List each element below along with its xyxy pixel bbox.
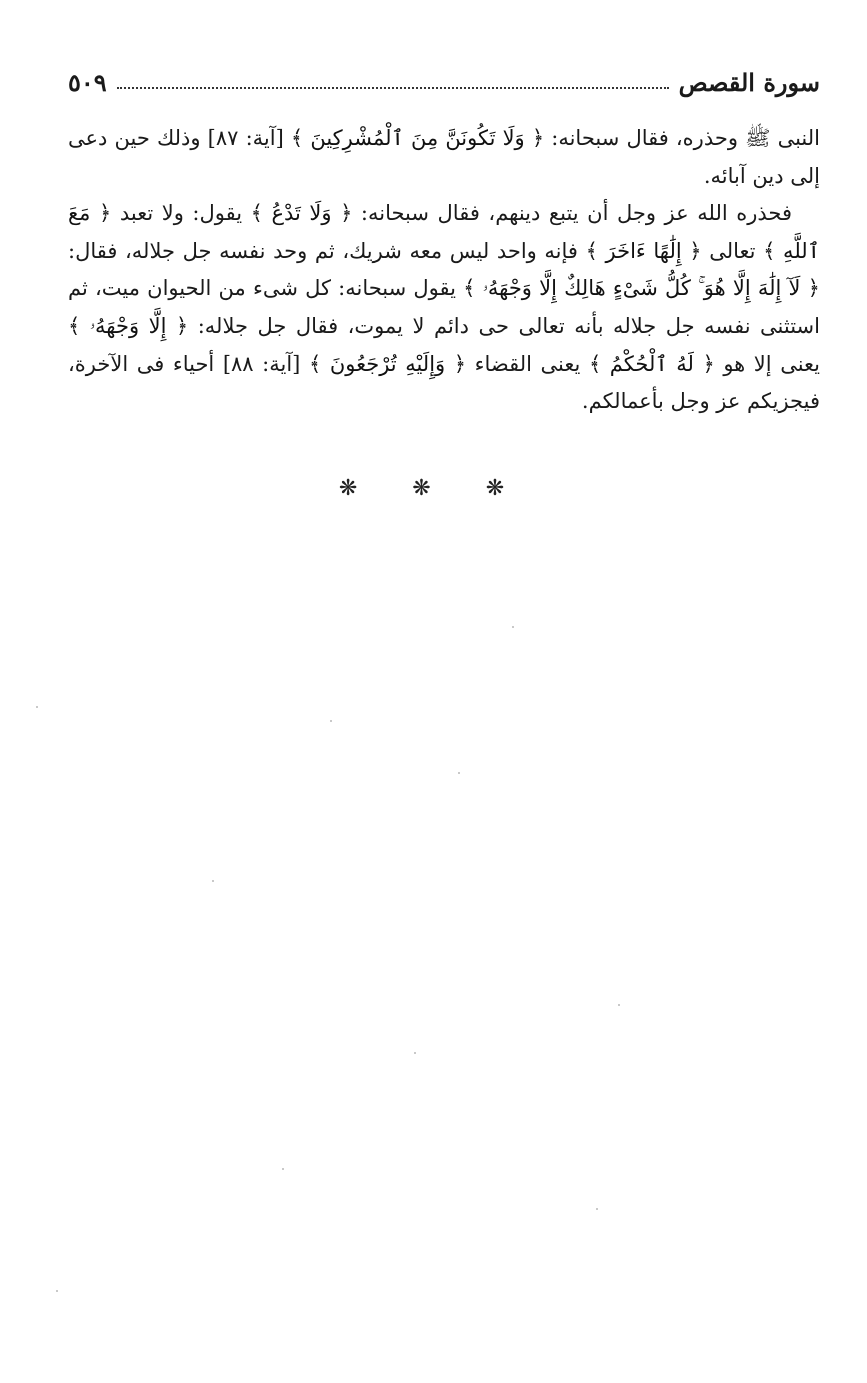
- quran-verse: ﴿ إِلَّا وَجْهَهُۥ ﴾: [68, 313, 189, 338]
- body-text: [68, 120, 820, 421]
- text-segment: تعالى: [701, 238, 764, 263]
- paragraph-1: [68, 120, 820, 195]
- scan-speck: [56, 1290, 58, 1292]
- running-header: [68, 62, 820, 102]
- scan-speck: [36, 706, 38, 708]
- surah-title: سورة القصص: [678, 67, 820, 97]
- quran-verse: ﴿ وَلَا تَدْعُ ﴾: [250, 201, 353, 226]
- text-segment: فإنه واحد ليس معه شريك، ثم وحد نفسه جل جلاله، فقال:: [68, 238, 586, 263]
- scan-speck: [212, 880, 214, 882]
- text-segment: يعنى القضاء: [466, 351, 589, 376]
- quran-verse: ﴿ مَعَ ٱللَّهِ ﴾: [68, 201, 820, 263]
- text-segment: [آية: ٨٨] أحياء فى الآخرة، فيجزيكم عز وجل بأعمالكم.: [68, 351, 820, 414]
- text-segment: فحذره الله عز وجل أن يتبع دينهم، فقال سبحانه:: [352, 201, 792, 226]
- text-segment: النبى ﷺ وحذره، فقال سبحانه:: [544, 126, 821, 150]
- paragraph-2: [68, 195, 820, 421]
- scan-speck: [414, 1052, 416, 1054]
- quran-verse: ﴿ لَآ إِلَٰهَ إِلَّا هُوَ ۚ كُلُّ شَىْءٍ هَالِكٌ إِلَّا وَجْهَهُۥ ﴾: [463, 276, 820, 301]
- scan-speck: [330, 720, 332, 722]
- text-segment: [آية: ٨٧] وذلك حين دعى إلى دين آبائه.: [68, 126, 820, 188]
- scan-speck: [618, 1004, 620, 1006]
- scan-speck: [512, 626, 514, 628]
- section-separator: ❋ ❋ ❋: [338, 476, 529, 501]
- quran-verse: ﴿ لَهُ ٱلْحُكْمُ ﴾: [588, 351, 715, 376]
- quran-verse: ﴿ إِلَٰهًا ءَاخَرَ ﴾: [585, 238, 702, 263]
- text-segment: يقول سبحانه: كل شىء من الحيوان ميت، ثم استثنى نفسه جل جلاله بأنه تعالى حى دائم لا يموت، فقال جل جلاله:: [68, 276, 820, 338]
- quran-verse: ﴿ وَإِلَيْهِ تُرْجَعُونَ ﴾: [308, 351, 467, 376]
- scan-speck: [458, 772, 460, 774]
- dotted-leader: [117, 87, 669, 89]
- text-segment: يقول: ولا تعبد: [111, 201, 251, 226]
- page-number: ٥٠٩: [68, 67, 107, 97]
- quran-verse: ﴿ وَلَا تَكُونَنَّ مِنَ ٱلْمُشْرِكِينَ ﴾: [290, 126, 545, 150]
- text-segment: يعنى إلا هو: [714, 351, 821, 376]
- scan-speck: [282, 1168, 284, 1170]
- scan-speck: [596, 1208, 598, 1210]
